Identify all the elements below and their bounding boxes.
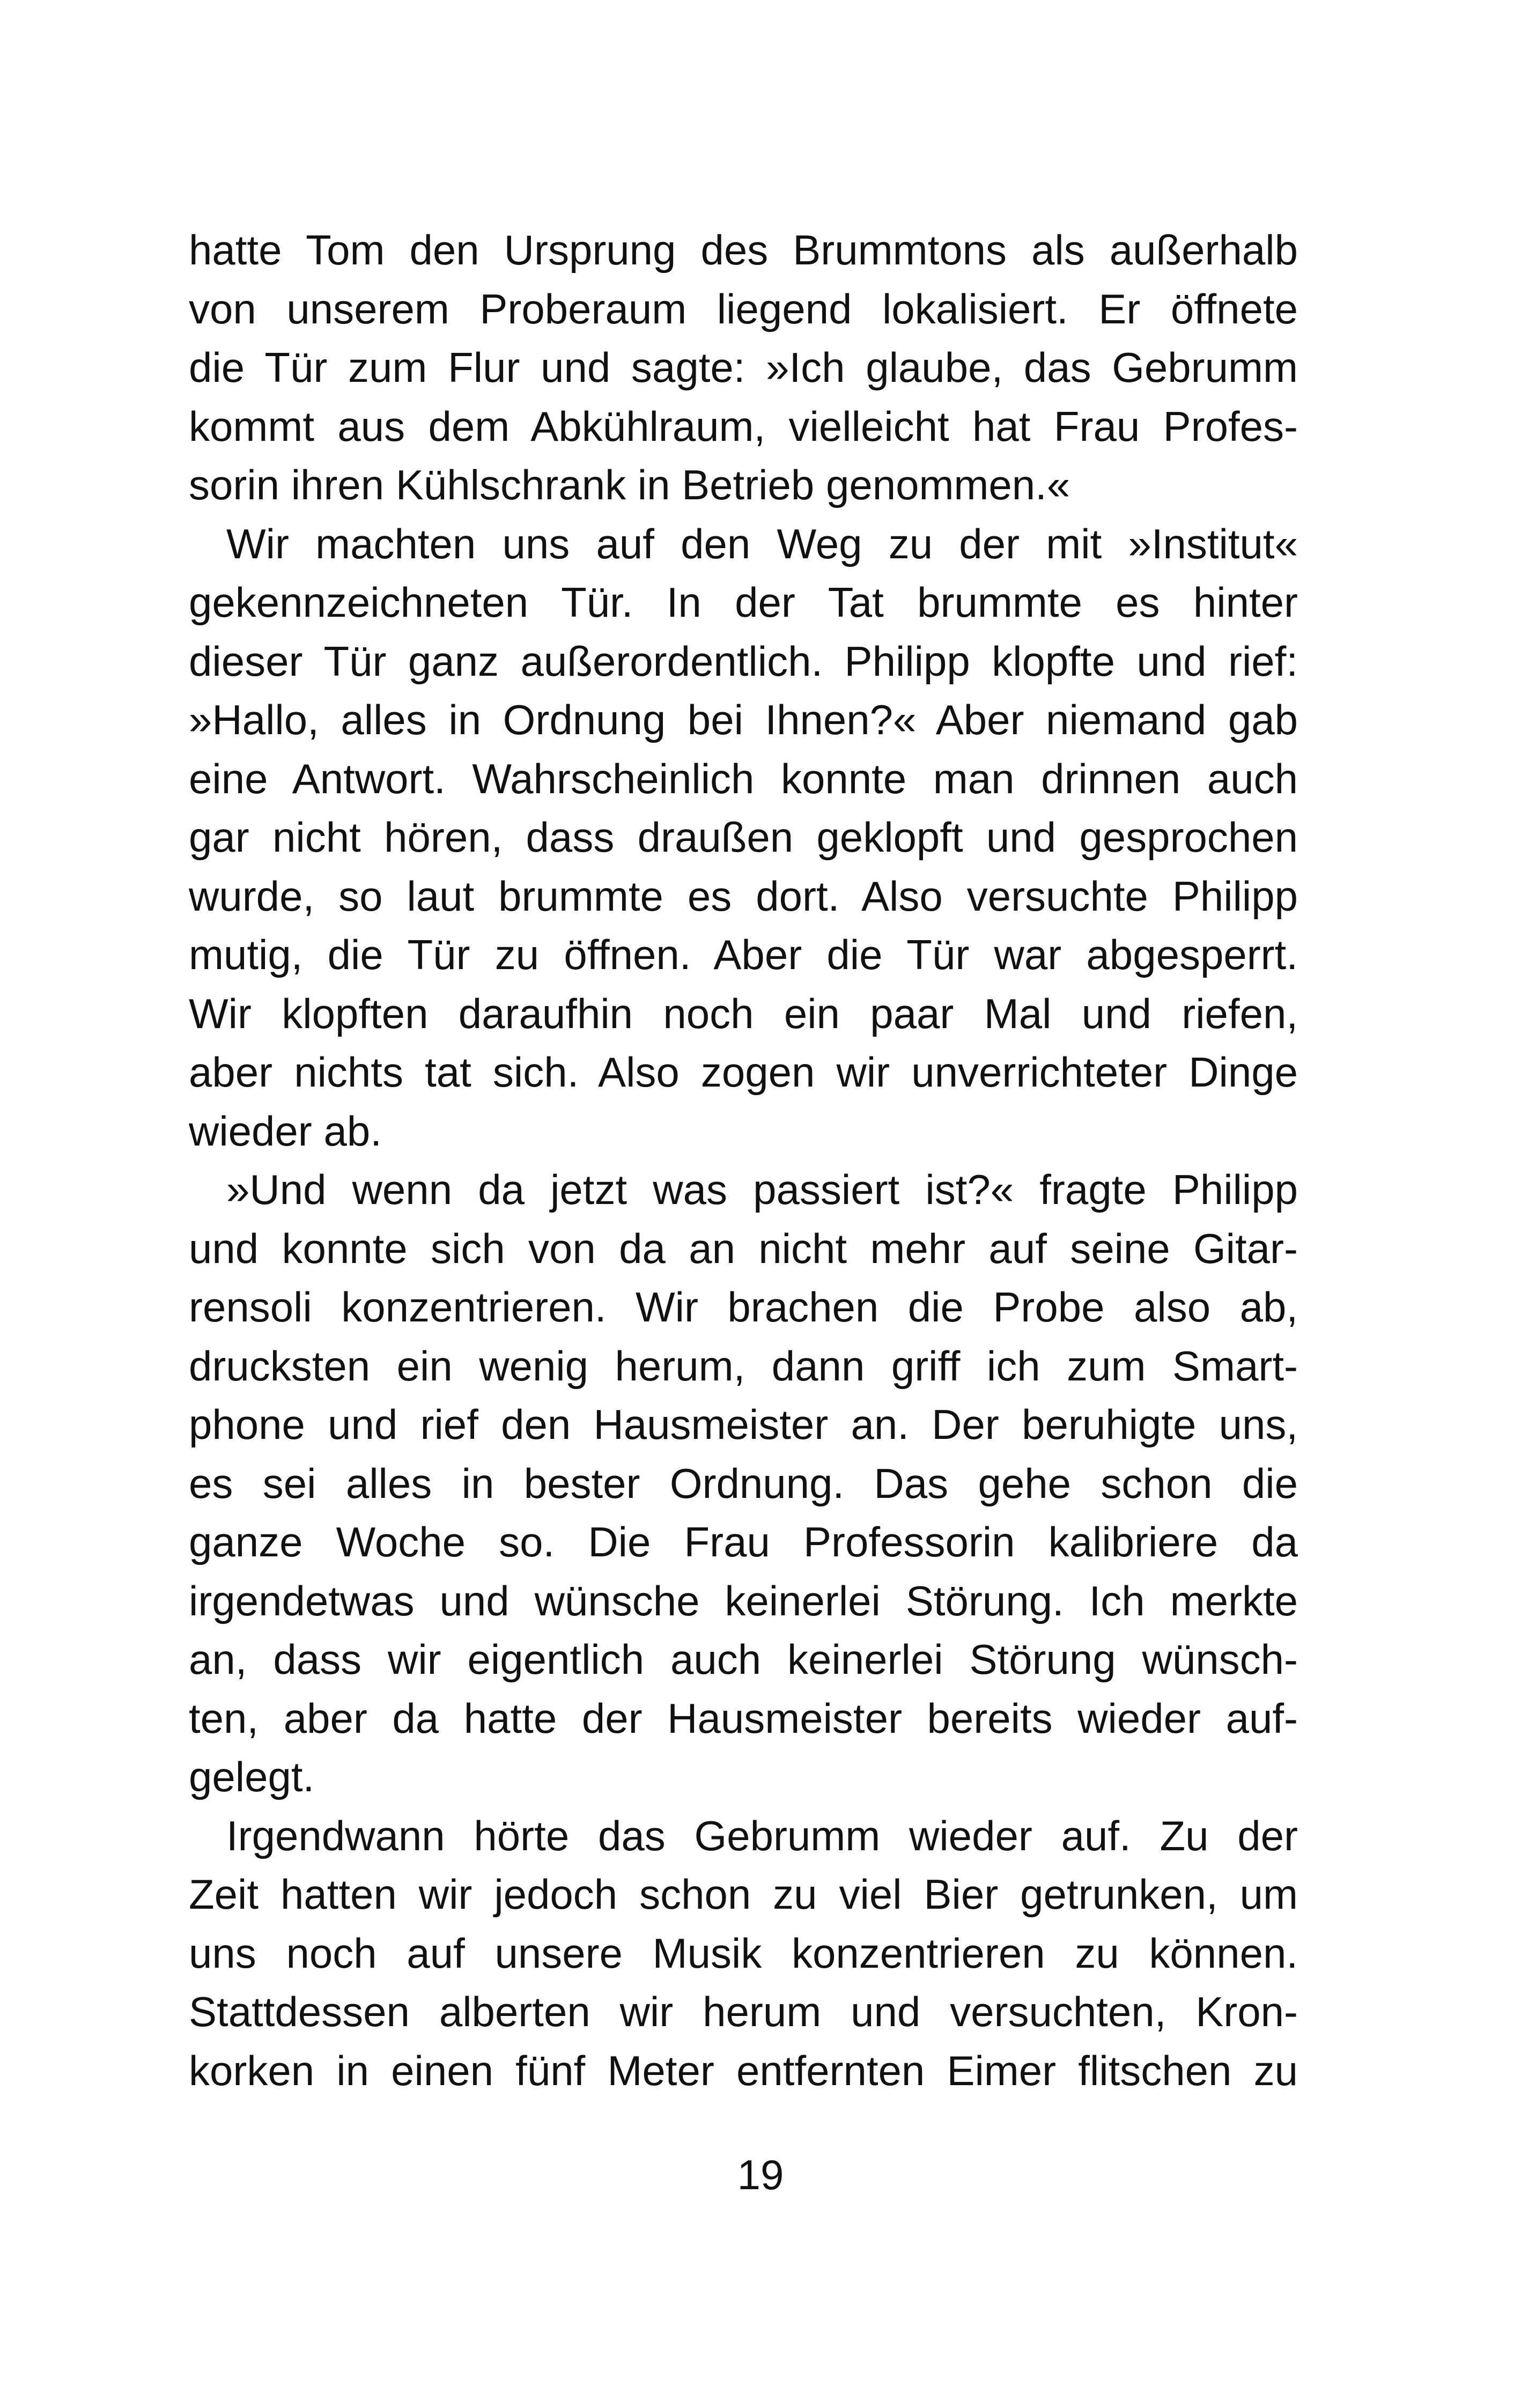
text-line: phone und rief den Hausmeister an. Der beruhigte uns, [189, 1401, 1298, 1448]
text-line: kommt aus dem Abkühlraum, vielleicht hat Frau Profes- [189, 402, 1298, 450]
text-line: Stattdessen alberten wir herum und versuchten, Kron- [189, 1988, 1298, 2035]
text-line: rensoli konzentrieren. Wir brachen die Probe also ab, [189, 1283, 1298, 1331]
text-line: »Und wenn da jetzt was passiert ist?« fragte Philipp [226, 1166, 1298, 1213]
text-line: ten, aber da hatte der Hausmeister bereits wieder auf- [189, 1694, 1298, 1742]
text-line: ganze Woche so. Die Frau Professorin kalibriere da [189, 1518, 1298, 1565]
text-line: mutig, die Tür zu öffnen. Aber die Tür war abgesperrt. [189, 931, 1298, 978]
text-line: eine Antwort. Wahrscheinlich konnte man drinnen auch [189, 755, 1298, 802]
body-text [189, 221, 1298, 2100]
page-number: 19 [737, 2151, 784, 2198]
text-line: gelegt. [189, 1753, 315, 1800]
text-line: die Tür zum Flur und sagte: »Ich glaube, das Gebrumm [189, 344, 1298, 391]
text-line: Wir machten uns auf den Weg zu der mit »Institut« [226, 520, 1298, 567]
text-line: wieder ab. [189, 1107, 382, 1155]
text-line: gar nicht hören, dass draußen geklopft und gesprochen [189, 814, 1298, 861]
text-line: gekennzeichneten Tür. In der Tat brummte es hinter [189, 579, 1298, 626]
text-line: Wir klopften daraufhin noch ein paar Mal und riefen, [189, 989, 1298, 1037]
text-line: »Hallo, alles in Ordnung bei Ihnen?« Aber niemand gab [189, 696, 1298, 743]
text-line: es sei alles in bester Ordnung. Das gehe schon die [189, 1459, 1298, 1507]
text-line: von unserem Proberaum liegend lokalisiert. Er öffnete [189, 285, 1298, 333]
text-line: dieser Tür ganz außerordentlich. Philipp klopfte und rief: [189, 637, 1298, 685]
text-line: Irgendwann hörte das Gebrumm wieder auf. Zu der [226, 1812, 1298, 1859]
text-line: hatte Tom den Ursprung des Brummtons als außerhalb [189, 226, 1298, 274]
text-line: aber nichts tat sich. Also zogen wir unverrichteter Dinge [189, 1048, 1298, 1096]
text-line: korken in einen fünf Meter entfernten Eimer flitschen zu [189, 2047, 1298, 2094]
text-line: drucksten ein wenig herum, dann griff ich zum Smart- [189, 1342, 1298, 1390]
text-line: sorin ihren Kühlschrank in Betrieb genommen.« [189, 461, 1070, 508]
text-line: irgendetwas und wünsche keinerlei Störung. Ich merkte [189, 1577, 1298, 1624]
text-line: uns noch auf unsere Musik konzentrieren zu können. [189, 1929, 1298, 1977]
text-line: und konnte sich von da an nicht mehr auf seine Gitar- [189, 1224, 1298, 1272]
text-line: Zeit hatten wir jedoch schon zu viel Bier getrunken, um [189, 1871, 1298, 1918]
text-line: an, dass wir eigentlich auch keinerlei Störung wünsch- [189, 1636, 1298, 1683]
text-line: wurde, so laut brummte es dort. Also versuchte Philipp [189, 872, 1298, 920]
